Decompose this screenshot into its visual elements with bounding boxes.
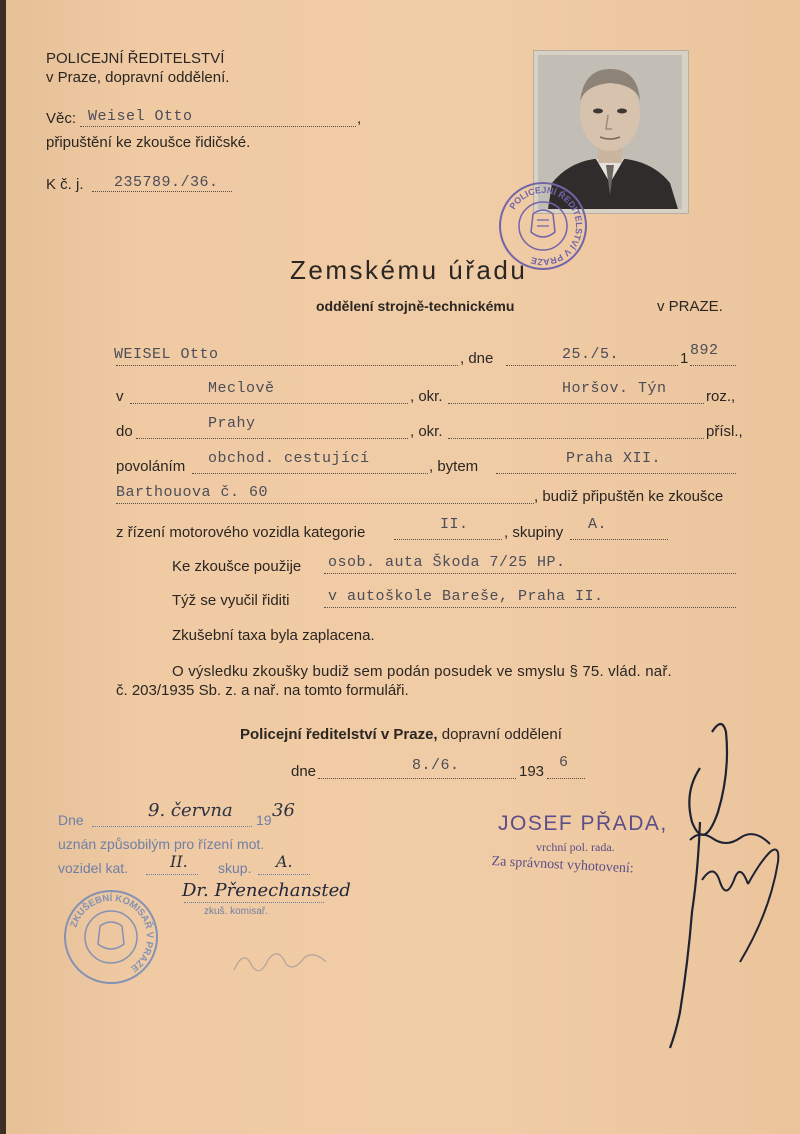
applicant-vehicle-label: z řízení motorového vozidla kategorie (116, 524, 366, 541)
reference-label: K č. j. (46, 176, 84, 193)
dotted-line (258, 874, 310, 875)
applicant-do-label: do (116, 423, 133, 440)
issuer-line (240, 726, 562, 743)
applicant-birth-year: 892 (690, 342, 719, 359)
dotted-line (496, 473, 736, 474)
issuer-rest: dopravní oddělení (437, 726, 562, 743)
subject-comma: , (357, 110, 362, 127)
result-year-prefix: 19 (256, 812, 272, 828)
dotted-line (318, 778, 516, 779)
applicant-belongs-to: Prahy (208, 415, 256, 432)
result-skup-value: A. (276, 852, 293, 871)
exam-fee: Zkušební taxa byla zaplacena. (172, 627, 375, 644)
examiner-seal (62, 888, 160, 986)
applicant-admit-label: , budiž připuštěn ke zkoušce (534, 488, 724, 505)
dotted-line (506, 365, 678, 366)
result-skup-label: skup. (218, 860, 252, 876)
exam-result-line1: O výsledku zkoušky budiž sem podán posudek ve smyslu § 75. vlád. nař. (172, 663, 672, 680)
dotted-line (184, 902, 324, 903)
applicant-skupiny-label: , skupiny (504, 524, 564, 541)
applicant-okr2-label: , okr. (410, 423, 443, 440)
applicant-name: WEISEL Otto (114, 346, 219, 363)
dotted-line (690, 365, 736, 366)
svg-text:ZKUŠEBNÍ KOMISAŘ V PRAZE (68, 893, 155, 974)
applicant-bytem-label: , bytem (429, 458, 479, 475)
dotted-line (116, 365, 458, 366)
dotted-line (136, 438, 408, 439)
official-name: JOSEF PŘADA, (498, 812, 668, 835)
applicant-district: Horšov. Týn (562, 380, 667, 397)
exam-car: osob. auta Škoda 7/25 HP. (328, 554, 566, 571)
header-line1: POLICEJNÍ ŘEDITELSTVÍ (46, 50, 225, 67)
dotted-line (394, 539, 502, 540)
result-dne-label: Dne (58, 812, 84, 828)
dotted-line (324, 573, 736, 574)
issuer-year-prefix: 193 (519, 763, 545, 780)
official-signature (630, 712, 790, 1062)
header-line2: v Praze, dopravní oddělení. (46, 69, 230, 86)
issuer-year-suffix: 6 (559, 754, 569, 771)
result-vozidel-label: vozidel kat. (58, 860, 129, 876)
applicant-residence: Praha XII. (566, 450, 662, 467)
exam-school: v autoškole Bareše, Praha II. (328, 588, 604, 605)
applicant-category: II. (440, 516, 469, 533)
dotted-line (92, 826, 252, 827)
addressee-department: oddělení strojně-technickému (316, 298, 515, 314)
issuer-dne-label: dne (291, 763, 317, 780)
exam-result-line2: č. 203/1935 Sb. z. a nař. na tomto formuláři. (116, 682, 409, 699)
dotted-line (146, 874, 198, 875)
applicant-okr-label: , okr. (410, 388, 443, 405)
dotted-line (130, 403, 408, 404)
result-kat-value: II. (170, 852, 188, 871)
subject-desc: připuštění ke zkoušce řidičské. (46, 134, 251, 151)
addressee-city: v PRAZE. (657, 298, 723, 315)
applicant-occupation-label: povoláním (116, 458, 186, 475)
examiner-role: zkuš. komisař. (204, 906, 268, 917)
applicant-v-label: v (116, 388, 124, 405)
police-stamp-text: POLICEJNÍ ŘEDITELSTVÍ V PRAZE (507, 184, 585, 268)
exam-school-label: Týž se vyučil řiditi (172, 592, 290, 609)
dotted-line (570, 539, 668, 540)
reference-value: 235789./36. (114, 174, 219, 191)
examiner-seal-text: ZKUŠEBNÍ KOMISAŘ V PRAZE (68, 892, 156, 974)
result-date: 9. června (148, 800, 233, 821)
dotted-line (448, 403, 704, 404)
result-line2: uznán způsobilým pro řízení mot. (58, 836, 265, 852)
subject-value: Weisel Otto (88, 108, 193, 125)
issuer-bold: Policejní ředitelství v Praze, (240, 726, 438, 743)
applicant-occupation: obchod. cestující (208, 450, 370, 467)
result-year-suffix: 36 (272, 800, 295, 821)
dotted-line (92, 191, 232, 192)
applicant-roz-label: roz., (706, 388, 736, 405)
subject-label: Věc: (46, 110, 77, 127)
issuer-date: 8./6. (412, 757, 460, 774)
dotted-line (324, 607, 736, 608)
applicant-street: Barthouova č. 60 (116, 484, 269, 501)
applicant-prisl-label: přísl., (706, 423, 743, 440)
applicant-birthplace: Meclově (208, 380, 275, 397)
dotted-line (448, 438, 704, 439)
official-certify: Za správnost vyhotovení: (491, 854, 635, 877)
dotted-line (547, 778, 585, 779)
official-title: vrchní pol. rada. (536, 840, 615, 854)
exam-car-label: Ke zkoušce použije (172, 558, 302, 575)
faint-signature (230, 944, 330, 976)
examiner-signature: Dr. Přenechansted (182, 880, 351, 901)
applicant-birth-day: 25./5. (562, 346, 620, 363)
dotted-line (80, 126, 356, 127)
applicant-birth-year-prefix: 1 (680, 350, 689, 367)
applicant-group: A. (588, 516, 608, 533)
dotted-line (116, 503, 534, 504)
applicant-dne-label: , dne (460, 350, 494, 367)
addressee-title: Zemskému úřadu (290, 255, 528, 285)
dotted-line (192, 473, 428, 474)
